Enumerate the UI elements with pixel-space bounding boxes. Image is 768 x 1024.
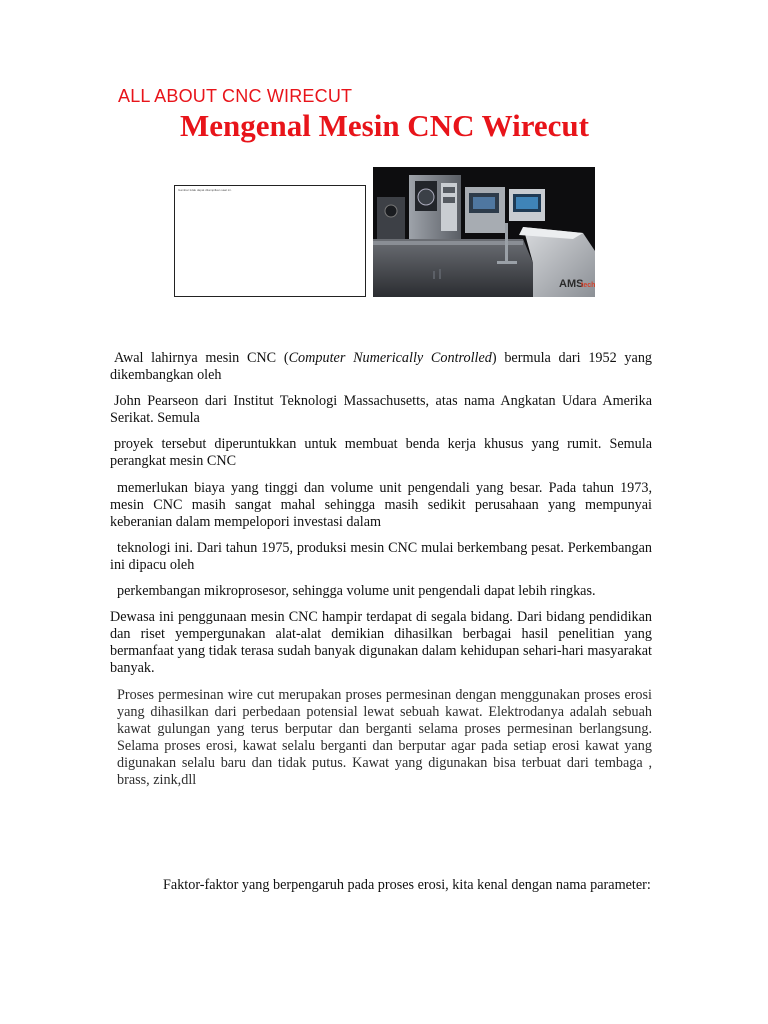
p3-text: proyek tersebut diperuntukkan untuk membuat benda kerja khusus yang rumit. Semula perangkat mesin CNC [110,436,652,469]
p6-text: perkembangan mikroprosesor, sehingga volume unit pengendali dapat lebih ringkas. [117,583,596,599]
photo-logo-suffix: tech [581,282,595,289]
section-kicker: ALL ABOUT CNC WIRECUT [118,86,353,106]
p5-text: teknologi ini. Dari tahun 1975, produksi mesin CNC mulai berkembang pesat. Perkembangan ini dipacu oleh [110,540,652,573]
p4-text: memerlukan biaya yang tinggi dan volume unit pengendali yang besar. Pada tahun 1973, mesin CNC masih sangat mahal sehingga masih sedikit perusahaan yang mempunyai keberanian dalam mempelopori investasi dalam [110,480,652,530]
paragraph-history-1 [110,350,652,384]
placeholder-caption: Gambar tidak dapat ditampilkan saat ini. [178,188,232,192]
paragraph-usage: Dewasa ini penggunaan mesin CNC hampir terdapat di segala bidang. Dari bidang pendidikan dan riset yempergunakan alat-alat demikian dihasilkan berbagai hasil penelitian yang bermanfaat yang tidak terasa sudah banyak digunakan dalam kehidupan sehari-hari masyarakat banyak. [110,609,652,676]
broken-image-placeholder [174,185,366,297]
p2-text: John Pearseon dari Institut Teknologi Massachusetts, atas nama Angkatan Udara Amerika Serikat. Semula [110,393,652,426]
photo-logo: AMS [559,278,584,290]
paragraph-history-2 [110,393,652,427]
p1-post: ) bermula dari 1952 yang dikembangkan oleh [110,350,653,383]
cnc-machine-illustration [373,167,595,297]
paragraph-history-5 [110,540,652,574]
page-title: Mengenal Mesin CNC Wirecut [180,108,589,143]
p1-pre: Awal lahirnya mesin CNC ( [114,350,289,366]
paragraph-history-4 [110,480,652,531]
p1-emphasis: Computer Numerically Controlled [288,350,492,366]
paragraph-parameters: Faktor-faktor yang berpengaruh pada proses erosi, kita kenal dengan nama parameter: [163,877,651,893]
paragraph-wirecut-process: Proses permesinan wire cut merupakan proses permesinan dengan menggunakan proses erosi yang dihasilkan dari perbedaan potensial lewat sebuah kawat. Elektrodanya adalah sebuah kawat gulungan yang terus berputar dan berganti selama proses permesinan berlangsung. Selama proses erosi, kawat selalu berganti dan berputar agar pada setiap erosi kawat yang digunakan selalu baru dan tidak putus. Kawat yang digunakan bisa terbuat dari tembaga , brass, zink,dll [117,687,652,788]
paragraph-history-6 [110,583,652,600]
cnc-machine-photo [373,167,595,297]
paragraph-history-3 [110,436,652,470]
